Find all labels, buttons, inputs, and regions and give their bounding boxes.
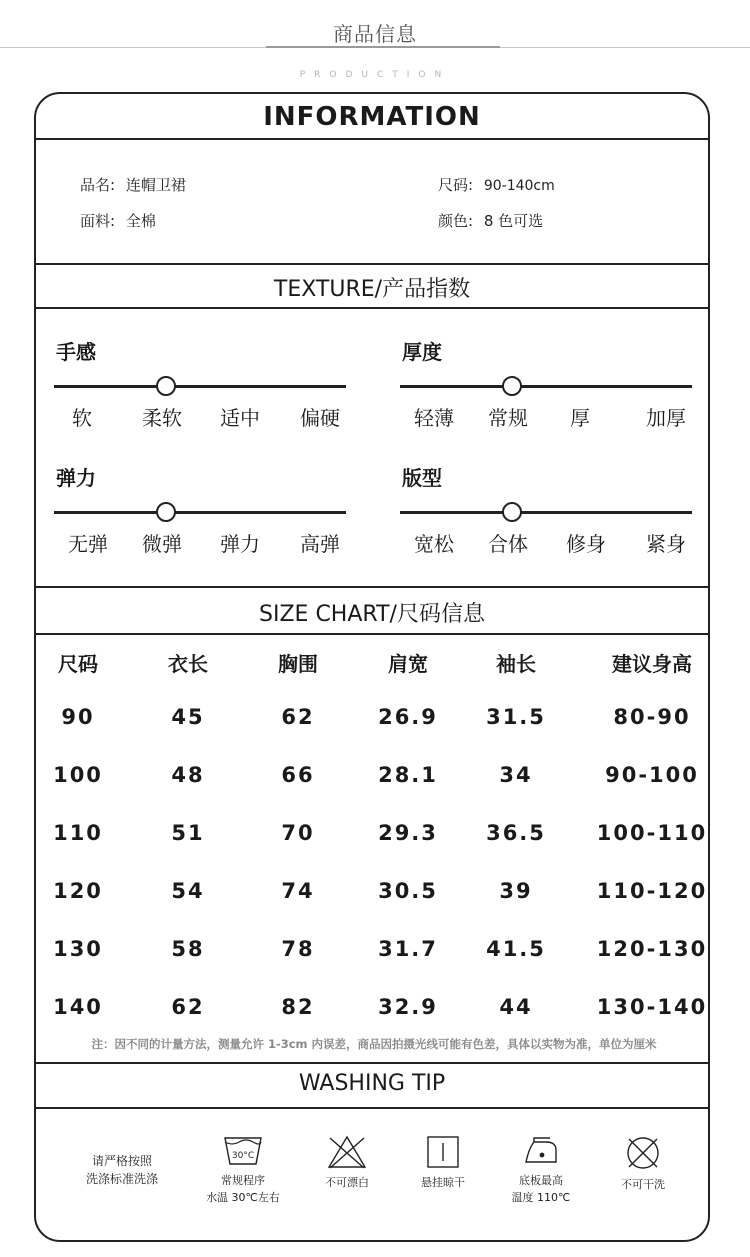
info-value: 90-140cm: [483, 178, 555, 194]
washing-lead-line: 请严格按照: [91, 1154, 152, 1168]
size-table-cell: 41.5: [486, 937, 546, 961]
info-label: 品名:: [80, 176, 116, 194]
divider: [36, 633, 708, 635]
size-table-cell: 62: [281, 705, 315, 729]
size-table-cell: 32.9: [378, 995, 438, 1019]
size-table-cell: 48: [171, 763, 205, 787]
information-title: INFORMATION: [263, 102, 481, 132]
size-table-cell: 90: [61, 705, 95, 729]
scale-option: 合体: [488, 532, 528, 556]
header-divider-right: [500, 47, 750, 48]
size-table-cell: 140: [53, 995, 103, 1019]
size-table-cell: 28.1: [378, 763, 438, 787]
wash-caption-line: 悬挂晾干: [421, 1176, 465, 1189]
size-table-cell: 26.9: [378, 705, 438, 729]
size-table-cell: 82: [281, 995, 315, 1019]
no-dry-clean-icon: [624, 1134, 662, 1172]
scale-option: 柔软: [142, 406, 182, 430]
page-subtitle: PRODUCTION: [299, 70, 451, 80]
divider: [36, 138, 708, 140]
scale-name: 厚度: [402, 340, 442, 364]
wash-caption-line: 不可漂白: [325, 1176, 369, 1189]
scale-option: 弹力: [220, 532, 260, 556]
size-table-header: 袖长: [496, 652, 536, 676]
scale-option: 适中: [220, 406, 260, 430]
scale-option: 厚: [570, 406, 590, 430]
scale-track: [400, 385, 692, 388]
size-table-header: 胸围: [278, 652, 318, 676]
info-value: 连帽卫裙: [125, 176, 186, 194]
wash-caption-line: 温度 110℃: [511, 1191, 571, 1204]
size-table-cell: 100-110: [596, 821, 708, 845]
page-title: 商品信息: [333, 22, 417, 46]
wash-caption: [598, 1176, 688, 1193]
info-item-size: [438, 174, 555, 195]
size-table-cell: 54: [171, 879, 205, 903]
wash-caption-line: 常规程序: [221, 1174, 265, 1187]
scale-option: 宽松: [414, 532, 454, 556]
scale-indicator: [502, 502, 522, 522]
size-table-header: 尺码: [58, 652, 98, 676]
scale-option: 修身: [566, 532, 606, 556]
scale-name: 弹力: [56, 466, 96, 490]
divider: [36, 586, 708, 588]
scale-option: 常规: [488, 406, 528, 430]
size-table-cell: 31.5: [486, 705, 546, 729]
size-table-cell: 110: [53, 821, 103, 845]
wash-caption: [198, 1172, 288, 1206]
header-divider-left: [0, 47, 266, 48]
wash-item-hang-dry: [398, 1134, 488, 1191]
size-table-cell: 130-140: [596, 995, 708, 1019]
scale-option: 软: [72, 406, 92, 430]
wash-temp-text: 30°C: [231, 1151, 255, 1161]
wash-caption: [496, 1172, 586, 1206]
divider: [36, 263, 708, 265]
scale-indicator: [156, 376, 176, 396]
size-table-cell: 90-100: [605, 763, 699, 787]
scale-name: 版型: [402, 466, 442, 490]
scale-indicator: [502, 376, 522, 396]
size-table-header: 衣长: [168, 652, 208, 676]
divider: [36, 307, 708, 309]
scale-name: 手感: [56, 340, 96, 364]
scale-option: 加厚: [646, 406, 686, 430]
scale-option: 微弹: [142, 532, 182, 556]
size-table-cell: 29.3: [378, 821, 438, 845]
size-table-cell: 30.5: [378, 879, 438, 903]
wash-30-icon: [222, 1134, 264, 1168]
scale-indicator: [156, 502, 176, 522]
texture-title: TEXTURE/产品指数: [273, 277, 471, 302]
size-table-cell: 45: [171, 705, 205, 729]
scale-track: [400, 511, 692, 514]
scale-track: [54, 385, 346, 388]
wash-item-no-bleach: [302, 1134, 392, 1191]
wash-item-no-dry-clean: [598, 1134, 688, 1193]
wash-caption: [302, 1174, 392, 1191]
size-table-cell: 58: [171, 937, 205, 961]
info-item-name: [80, 174, 186, 195]
info-item-color: [438, 210, 543, 231]
scale-option: 高弹: [300, 532, 340, 556]
info-label: 尺码:: [438, 176, 474, 194]
washing-lead: [72, 1152, 172, 1188]
info-item-fabric: [80, 210, 156, 231]
product-info-card: [34, 92, 710, 1242]
size-note: 注：因不同的计量方法，测量允许 1-3cm 内误差，商品因拍摄光线可能有色差，具体以实物为准，单位为厘米: [91, 1037, 657, 1051]
scale-option: 无弹: [68, 532, 108, 556]
scale-option: 轻薄: [414, 406, 454, 430]
iron-icon: [520, 1134, 562, 1168]
size-table-cell: 66: [281, 763, 315, 787]
size-table-cell: 120: [53, 879, 103, 903]
size-table-cell: 70: [281, 821, 315, 845]
divider: [36, 1107, 708, 1109]
info-value: 全棉: [125, 212, 156, 230]
size-table-header: 肩宽: [388, 652, 428, 676]
size-table-cell: 51: [171, 821, 205, 845]
size-table-cell: 110-120: [596, 879, 708, 903]
no-bleach-icon: [326, 1134, 368, 1170]
page-header: [0, 18, 750, 80]
size-table-cell: 39: [499, 879, 533, 903]
wash-item-iron: [496, 1134, 586, 1206]
wash-caption-line: 不可干洗: [621, 1178, 665, 1191]
size-table-cell: 34: [499, 763, 533, 787]
wash-item-normal: [198, 1134, 288, 1206]
wash-caption: [398, 1174, 488, 1191]
size-table-cell: 80-90: [613, 705, 691, 729]
washing-lead-line: 洗涤标准洗涤: [85, 1172, 158, 1186]
header-divider-center: [266, 46, 500, 48]
size-table-header: 建议身高: [612, 652, 692, 676]
wash-caption-line: 底板最高: [519, 1174, 563, 1187]
size-table-cell: 62: [171, 995, 205, 1019]
hang-dry-icon: [425, 1134, 461, 1170]
size-table-cell: 74: [281, 879, 315, 903]
size-table-cell: 31.7: [378, 937, 438, 961]
size-table-cell: 36.5: [486, 821, 546, 845]
washing-title: WASHING TIP: [298, 1071, 446, 1096]
size-table-cell: 44: [499, 995, 533, 1019]
scale-option: 紧身: [646, 532, 686, 556]
info-label: 颜色:: [438, 212, 474, 230]
size-chart-title: SIZE CHART/尺码信息: [259, 602, 485, 627]
info-value: 8 色可选: [483, 212, 544, 230]
scale-track: [54, 511, 346, 514]
info-label: 面料:: [80, 212, 116, 230]
wash-caption-line: 水温 30℃左右: [206, 1191, 280, 1204]
scale-option: 偏硬: [300, 406, 340, 430]
divider: [36, 1062, 708, 1064]
size-table-cell: 130: [53, 937, 103, 961]
size-table-cell: 120-130: [596, 937, 708, 961]
size-table-cell: 78: [281, 937, 315, 961]
size-table-cell: 100: [53, 763, 103, 787]
